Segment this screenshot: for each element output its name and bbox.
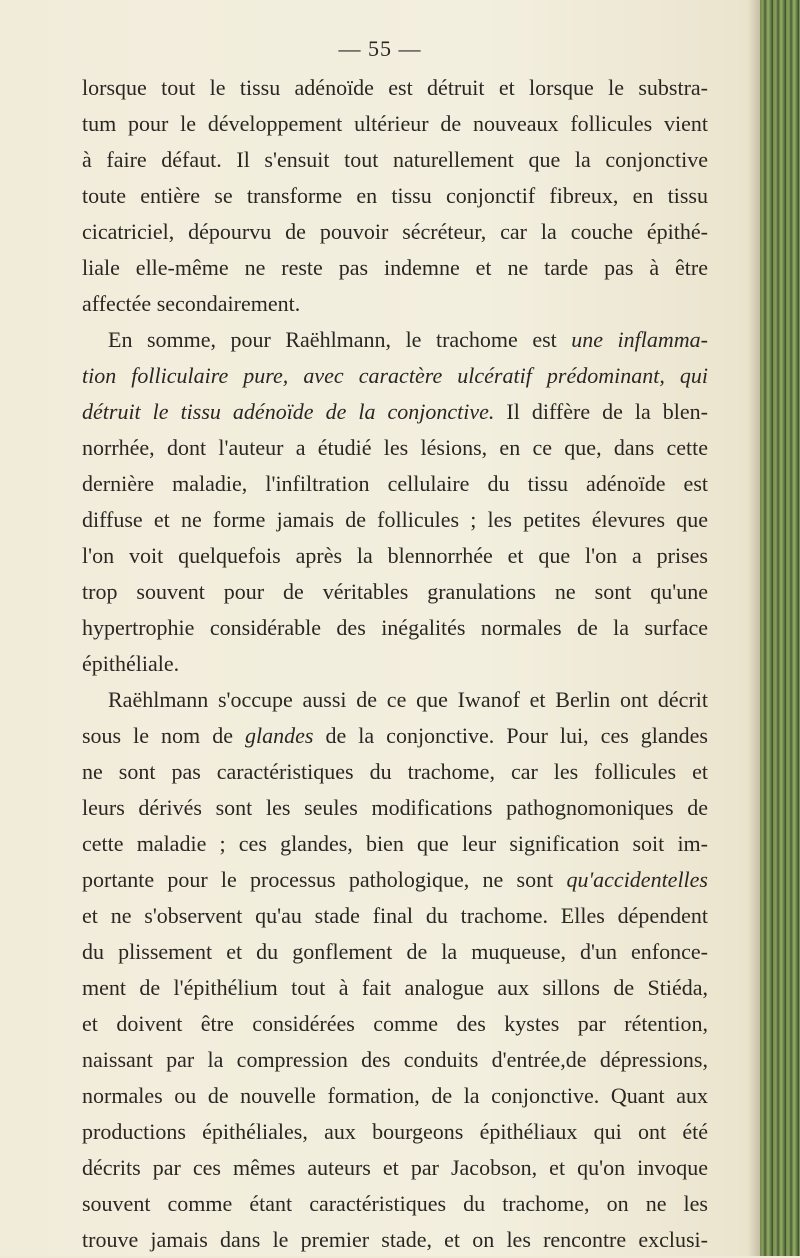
text-line [82, 610, 708, 646]
text-span: liale elle-même ne reste pas indemne et ne tarde pas à être [82, 255, 708, 280]
italic-text: une inflamma- [571, 327, 708, 352]
text-span: tum pour le développement ultérieur de nouveaux follicules vient [82, 111, 708, 136]
text-line [82, 214, 708, 250]
text-span: l'on voit quelquefois après la blennorrhée et que l'on a prises [82, 543, 708, 568]
text-span: décrits par ces mêmes auteurs et par Jacobson, et qu'on invoque [82, 1155, 708, 1180]
text-span: productions épithéliales, aux bourgeons épithéliaux qui ont été [82, 1119, 708, 1144]
text-span: trop souvent pour de véritables granulations ne sont qu'une [82, 579, 708, 604]
italic-text: qu'accidentelles [566, 867, 708, 892]
text-line [82, 1006, 708, 1042]
text-line [82, 1114, 708, 1150]
text-span: portante pour le processus pathologique, ne sont [82, 867, 567, 892]
text-line [82, 1150, 708, 1186]
text-line [82, 430, 708, 466]
text-line [82, 250, 708, 286]
text-line [82, 358, 708, 394]
text-span: sous le nom de [82, 723, 245, 748]
text-span: En somme, pour Raëhlmann, le trachome est [108, 327, 572, 352]
text-line [82, 718, 708, 754]
text-line [82, 1222, 708, 1258]
italic-text: détruit le tissu adénoïde de la conjonctive. [82, 399, 495, 424]
text-span: affectée secondairement. [82, 291, 301, 316]
text-line [82, 286, 708, 322]
text-line [82, 466, 708, 502]
text-span: norrhée, dont l'auteur a étudié les lésions, en ce que, dans cette [82, 435, 708, 460]
text-span: ne sont pas caractéristiques du trachome, car les follicules et [82, 759, 708, 784]
book-binding-edge [760, 0, 800, 1256]
text-line [82, 1042, 708, 1078]
text-span: diffuse et ne forme jamais de follicules ; les petites élevures que [82, 507, 708, 532]
italic-text: tion folliculaire pure, avec caractère ulcératif prédominant, qui [82, 363, 708, 388]
italic-text: glandes [245, 723, 314, 748]
text-line [82, 538, 708, 574]
text-line [82, 826, 708, 862]
text-line [82, 322, 708, 358]
text-span: et ne s'observent qu'au stade final du trachome. Elles dépendent [82, 903, 708, 928]
text-line [82, 790, 708, 826]
text-span: lorsque tout le tissu adénoïde est détruit et lorsque le substra- [82, 75, 708, 100]
text-span: de la conjonctive. Pour lui, ces glandes [313, 723, 708, 748]
text-line [82, 394, 708, 430]
text-span: cicatriciel, dépourvu de pouvoir sécréteur, car la couche épithé- [82, 219, 708, 244]
text-line [82, 574, 708, 610]
text-span: leurs dérivés sont les seules modifications pathognomoniques de [82, 795, 708, 820]
text-span: trouve jamais dans le premier stade, et on les rencontre exclusi- [82, 1227, 708, 1252]
text-span: ment de l'épithélium tout à fait analogue aux sillons de Stiéda, [82, 975, 708, 1000]
text-line [82, 106, 708, 142]
text-span: cette maladie ; ces glandes, bien que leur signification soit im- [82, 831, 708, 856]
body-text [82, 70, 708, 1258]
text-span: dernière maladie, l'infiltration cellulaire du tissu adénoïde est [82, 471, 708, 496]
text-span: à faire défaut. Il s'ensuit tout naturellement que la conjonctive [82, 147, 708, 172]
text-span: normales ou de nouvelle formation, de la conjonctive. Quant aux [82, 1083, 708, 1108]
text-line [82, 682, 708, 718]
text-span: souvent comme étant caractéristiques du trachome, on ne les [82, 1191, 708, 1216]
page-number: — 55 — [338, 36, 422, 61]
text-line [82, 1186, 708, 1222]
text-line [82, 502, 708, 538]
text-span: Il diffère de la blen- [494, 399, 708, 424]
text-span: et doivent être considérées comme des kystes par rétention, [82, 1011, 708, 1036]
text-line [82, 178, 708, 214]
text-span: du plissement et du gonflement de la muqueuse, d'un enfonce- [82, 939, 708, 964]
text-line [82, 70, 708, 106]
text-span: Raëhlmann s'occupe aussi de ce que Iwanof et Berlin ont décrit [108, 687, 708, 712]
text-line [82, 934, 708, 970]
text-span: toute entière se transforme en tissu conjonctif fibreux, en tissu [82, 183, 708, 208]
text-line [82, 142, 708, 178]
text-span: naissant par la compression des conduits d'entrée,de dépressions, [82, 1047, 708, 1072]
text-span: hypertrophie considérable des inégalités normales de la surface [82, 615, 708, 640]
text-line [82, 862, 708, 898]
text-span: épithéliale. [82, 651, 180, 676]
text-line [82, 970, 708, 1006]
text-line [82, 754, 708, 790]
text-line [82, 646, 708, 682]
text-line [82, 1078, 708, 1114]
text-line [82, 898, 708, 934]
